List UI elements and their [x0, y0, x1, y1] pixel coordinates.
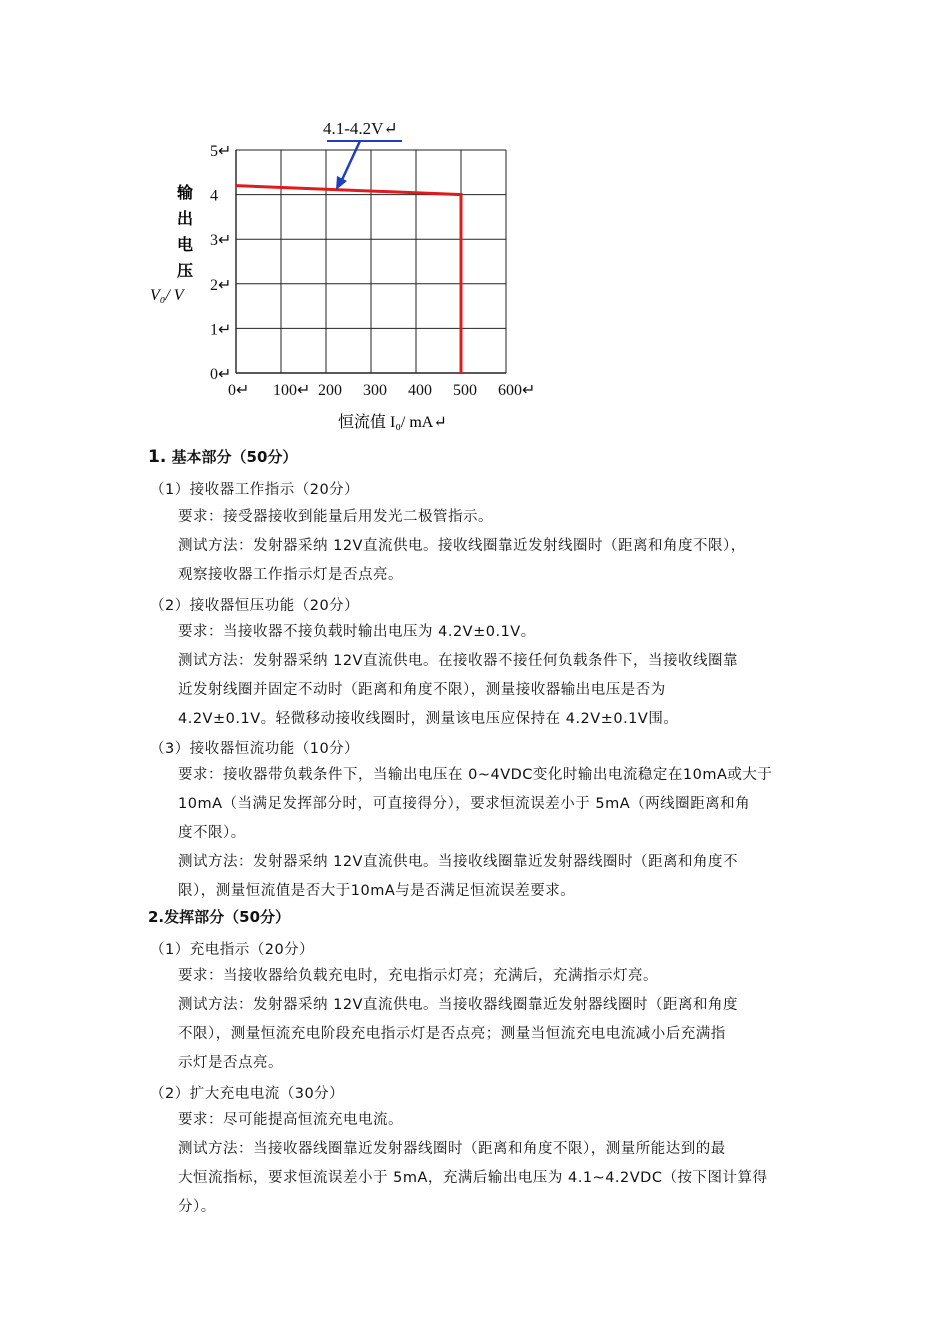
- text-line: 要求：尽可能提高恒流充电电流。: [178, 1112, 403, 1128]
- x-tick-label: 100↵: [273, 382, 311, 399]
- text-line: 观察接收器工作指示灯是否点亮。: [178, 567, 403, 583]
- text-line: 限），测量恒流值是否大于10mA与是否满足恒流误差要求。: [178, 883, 576, 899]
- s1-item3-body: [178, 761, 803, 906]
- y-tick-label: 4: [210, 187, 218, 205]
- text-line: 要求：接受器接收到能量后用发光二极管指示。: [178, 509, 493, 525]
- output-voltage-chart: [140, 110, 560, 440]
- text-line: 不限），测量恒流充电阶段充电指示灯是否点亮；测量当恒流充电电流减小后充满指: [178, 1026, 726, 1042]
- chart-grid: [236, 150, 506, 373]
- x-tick-label: 0↵: [228, 382, 250, 399]
- y-label-char: 出: [177, 211, 194, 228]
- text-line: 要求：当接收器不接负载时输出电压为 4.2V±0.1V。: [178, 624, 536, 640]
- y-tick-label: 0↵: [210, 366, 232, 383]
- x-tick-label: 300: [363, 382, 387, 399]
- y-tick-label: 3↵: [210, 232, 232, 250]
- chart-series: [236, 186, 461, 373]
- text-line: 4.2V±0.1V。轻微移动接收线圈时，测量该电压应保持在 4.2V±0.1V围。: [178, 711, 679, 727]
- x-tick-label: 600↵: [498, 382, 536, 399]
- section2-title: 2.发挥部分（50分）: [148, 908, 291, 926]
- y-label-char: 电: [177, 237, 194, 254]
- s2-item2-heading: （2）扩大充电电流（30分）: [150, 1086, 345, 1102]
- text-line: 分）。: [178, 1199, 216, 1215]
- text-line: 要求：当接收器给负载充电时，充电指示灯亮；充满后，充满指示灯亮。: [178, 968, 658, 984]
- section1-title: [148, 446, 297, 467]
- annotation-arrow: [341, 141, 360, 182]
- s1-item2-body: [178, 618, 803, 734]
- chart-annotation: 4.1-4.2V↵: [323, 119, 398, 138]
- text-line: 测试方法：当接收器线圈靠近发射器线圈时（距离和角度不限），测量所能达到的最: [178, 1141, 726, 1157]
- y-axis-unit: V₀/ V: [150, 287, 184, 304]
- section1-number: 1.: [148, 447, 167, 467]
- s2-item1-body: [178, 962, 803, 1078]
- text-line: 近发射线圈并固定不动时（距离和角度不限），测量接收器输出电压是否为: [178, 682, 666, 698]
- text-line: 要求：接收器带负载条件下，当输出电压在 0~4VDC变化时输出电流稳定在10mA或大于: [178, 767, 773, 783]
- x-axis-label: 恒流值 I₀/ mA↵: [338, 414, 447, 431]
- y-tick-label: 5↵: [210, 143, 232, 160]
- section1-title-text: 基本部分（50分）: [171, 448, 298, 466]
- x-tick-label: 500: [453, 382, 477, 399]
- y-label-char: 压: [177, 263, 194, 280]
- text-line: 度不限）。: [178, 825, 246, 841]
- s2-item2-body: [178, 1106, 803, 1222]
- s1-item3-heading: （3）接收器恒流功能（10分）: [150, 741, 360, 757]
- chart-ticks: [210, 143, 535, 399]
- text-line: 测试方法：发射器采纳 12V直流供电。在接收器不接任何负载条件下，当接收线圈靠: [178, 653, 738, 669]
- s2-item1-heading: （1）充电指示（20分）: [150, 942, 315, 958]
- text-line: 测试方法：发射器采纳 12V直流供电。接收线圈靠近发射线圈时（距离和角度不限），: [178, 538, 746, 554]
- y-tick-label: 1↵: [210, 321, 232, 339]
- s1-item1-body: [178, 503, 803, 590]
- text-line: 示灯是否点亮。: [178, 1055, 283, 1071]
- y-axis-label: [176, 183, 193, 280]
- series-line: [236, 186, 461, 373]
- text-line: 测试方法：发射器采纳 12V直流供电。当接收线圈靠近发射器线圈时（距离和角度不: [178, 854, 738, 870]
- text-line: 10mA（当满足发挥部分时，可直接得分），要求恒流误差小于 5mA（两线圈距离和角: [178, 796, 751, 812]
- y-tick-label: 2↵: [210, 276, 232, 294]
- x-tick-label: 400: [408, 382, 432, 399]
- s1-item1-heading: （1）接收器工作指示（20分）: [150, 482, 360, 498]
- text-line: 大恒流指标，要求恒流误差小于 5mA，充满后输出电压为 4.1~4.2VDC（按下图计算得: [178, 1170, 768, 1186]
- s1-item2-heading: （2）接收器恒压功能（20分）: [150, 598, 360, 614]
- y-label-char: 输: [177, 185, 194, 202]
- text-line: 测试方法：发射器采纳 12V直流供电。当接收器线圈靠近发射器线圈时（距离和角度: [178, 997, 738, 1013]
- x-tick-label: 200: [318, 382, 342, 399]
